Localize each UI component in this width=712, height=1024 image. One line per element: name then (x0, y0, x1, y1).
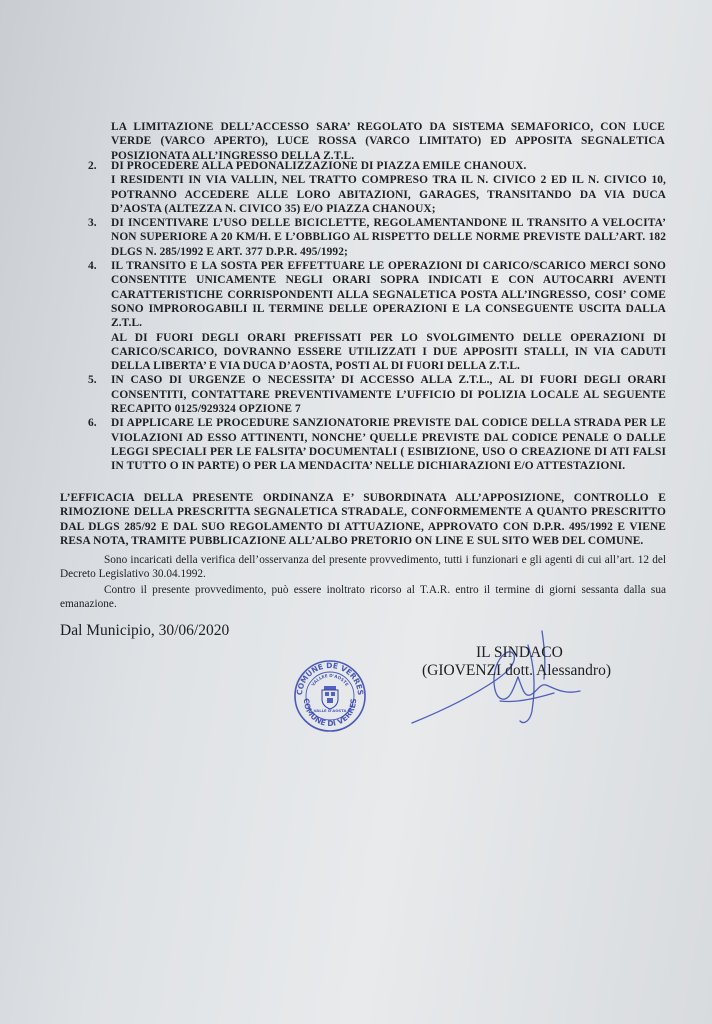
signatory-name: (GIOVENZI dott. Alessandro) (422, 662, 611, 679)
item-number: 6. (88, 417, 97, 430)
item-number: 5. (88, 374, 97, 387)
list-item (88, 216, 666, 259)
intro-paragraph: LA LIMITAZIONE DELL’ACCESSO SARA’ REGOLATO DA SISTEMA SEMAFORICO, CON LUCE VERDE (VARCO APERTO), LUCE ROSSA (VARCO LIMITATO) ED APPOSITA SEGNALETICA POSIZIONATA ALL’INGRESSO DELLA Z.T.L. (111, 121, 665, 162)
stamp-bottom-text: COMUNE DI VERRES (301, 698, 359, 729)
municipal-stamp (292, 658, 368, 734)
item-paragraph: IL TRANSITO E LA SOSTA PER EFFETTUARE LE OPERAZIONI DI CARICO/SCARICO MERCI SONO CONSENTITE UNICAMENTE NEGLI ORARI SOPRA INDICATI E CON AUTOCARRI AVENTI CARATTERISTICHE CORRISPONDENTI ALLA SEGNALETICA POSTA ALL’INGRESSO, COSI’ COME SONO IMPROROGABILI IL TERMINE DELLE OPERAZIONI E LA CONSEGUENTE USCITA DALLA Z.T.L. (111, 260, 666, 330)
signatory-title: IL SINDACO (476, 644, 563, 661)
item-number: 4. (88, 260, 97, 273)
item-paragraph: DI INCENTIVARE L’USO DELLE BICICLETTE, REGOLAMENTANDONE IL TRANSITO A VELOCITA’ NON SUPERIORE A 20 KM/H. E L’OBBLIGO AL RISPETTO DELLE NORME PREVISTE DALL’ART. 182 DLGS N. 285/1992 E ART. 377 D.P.R. 495/1992; (111, 217, 666, 258)
list-item (88, 259, 666, 373)
verification-text: Sono incaricati della verifica dell’osservanza del presente provvedimento, tutti i funzionari e gli agenti di cui all’art. 12 del Decreto Legislativo 30.04.1992. (60, 554, 666, 581)
item-number: 3. (88, 217, 97, 230)
list-item (88, 159, 666, 216)
stamp-inner-text: VALLEE D'AOSTE (310, 672, 350, 687)
appeal-paragraph (60, 583, 666, 612)
conclusion-paragraph: L’EFFICACIA DELLA PRESENTE ORDINANZA E’ SUBORDINATA ALL’APPOSIZIONE, CONTROLLO E RIMOZIONE DELLA PRESCRITTA SEGNALETICA STRADALE, CONFORMEMENTE A QUANTO PRESCRITTO DAL DLGS 285/92 E DAL SUO REGOLAMENTO DI ATTUAZIONE, APPROVATO CON D.P.R. 495/1992 E VIENE RESA NOTA, TRAMITE PUBBLICAZIONE ALL’ALBO PRETORIO ON LINE E SUL SITO WEB DEL COMUNE. (60, 492, 666, 547)
stamp-inner-text-2: VALLE D'AOSTA (313, 708, 347, 713)
item-number: 2. (88, 160, 97, 172)
ordinance-list (88, 159, 666, 474)
verification-paragraph (60, 553, 666, 582)
appeal-text: Contro il presente provvedimento, può essere inoltrato ricorso al T.A.R. entro il termine di giorni sessanta dalla sua emanazione. (60, 584, 666, 611)
stamp-outer-text: COMUNE DE VERRES (294, 660, 366, 696)
item-paragraph: DI APPLICARE LE PROCEDURE SANZIONATORIE PREVISTE DAL CODICE DELLA STRADA PER LE VIOLAZIONI AD ESSO ATTINENTI, NONCHE’ QUELLE PREVISTE DAL CODICE PENALE O DALLE LEGGI SPECIALI PER LE FALSITA’ DOCUMENTALI ( ESIBIZIONE, USO O CREAZIONE DI ATI FALSI IN TUTTO O IN PARTE) O PER LA MENDACITA’ NELLE DICHIARAZIONI E/O ATTESTAZIONI. (111, 417, 666, 473)
list-item (88, 373, 666, 416)
date-line: Dal Municipio, 30/06/2020 (60, 622, 230, 639)
list-item (88, 416, 666, 473)
item-paragraph: I RESIDENTI IN VIA VALLIN, NEL TRATTO COMPRESO TRA IL N. CIVICO 2 ED IL N. CIVICO 10, POTRANNO ACCEDERE ALLE LORO ABITAZIONI, GARAGES, TRANSITANDO DA VIA DUCA D’AOSTA (ALTEZZA N. CIVICO 35) E/O PIAZZA CHANOUX; (111, 174, 666, 215)
item-paragraph: AL DI FUORI DEGLI ORARI PREFISSATI PER LO SVOLGIMENTO DELLE OPERAZIONI DI CARICO/SCARICO, DOVRANNO ESSERE UTILIZZATI I DUE APPOSITI STALLI, IN VIA CADUTI DELLA LIBERTA’ E VIA DUCA D’AOSTA, POSTI AL DI FUORI DELLA Z.T.L. (111, 331, 666, 373)
item-paragraph: IN CASO DI URGENZE O NECESSITA’ DI ACCESSO ALLA Z.T.L., AL DI FUORI DEGLI ORARI CONSENTITI, CONTATTARE PREVENTIVAMENTE L’UFFICIO DI POLIZIA LOCALE AL SEGUENTE RECAPITO 0125/929324 OPZIONE 7 (111, 374, 666, 416)
coat-of-arms-icon (322, 686, 338, 709)
item-paragraph: DI PROCEDERE ALLA PEDONALIZZAZIONE DI PIAZZA EMILE CHANOUX. (111, 160, 527, 172)
